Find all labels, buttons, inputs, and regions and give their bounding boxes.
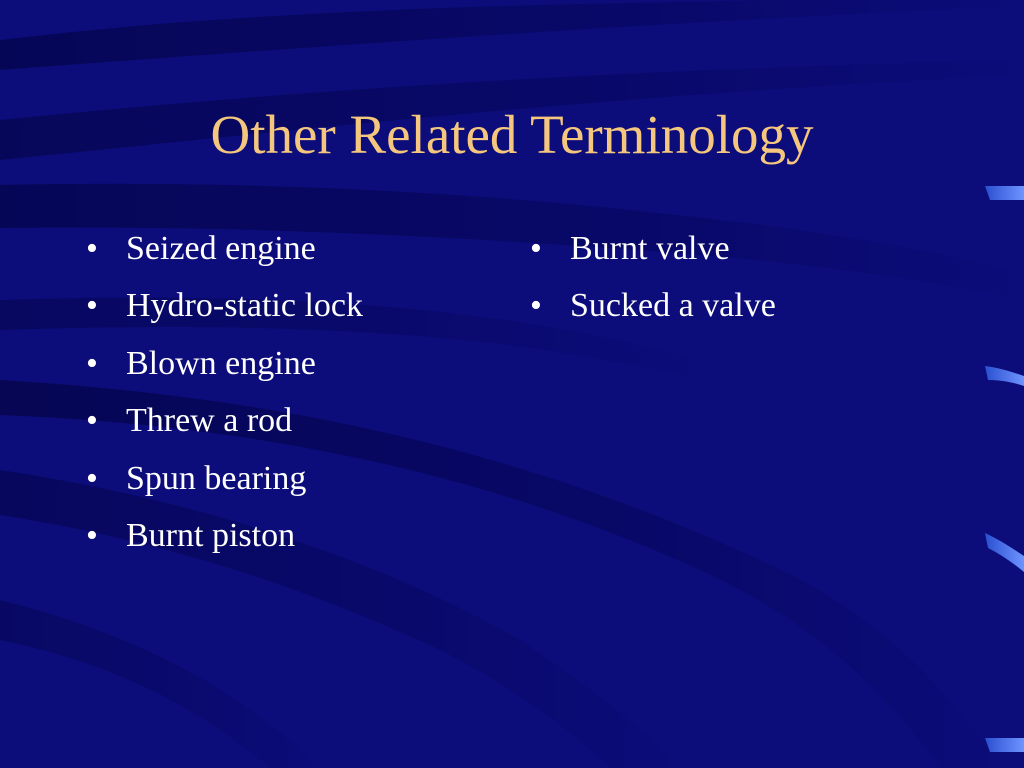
list-item-text: Spun bearing (126, 459, 307, 497)
bullet-dot: • (86, 516, 98, 554)
list-item (86, 344, 363, 384)
list-item-text: Hydro-static lock (126, 287, 363, 325)
bullet-dot: • (86, 344, 98, 382)
right-bullet-list (530, 229, 776, 344)
list-item (86, 516, 363, 556)
bullet-dot: • (86, 230, 98, 267)
list-item (530, 286, 776, 326)
list-item-text: Blown engine (126, 344, 316, 382)
list-item-text: Burnt valve (570, 230, 730, 267)
list-item (86, 459, 363, 499)
list-item (86, 401, 363, 441)
list-item (530, 229, 776, 269)
list-item-text: Burnt piston (126, 516, 296, 554)
list-item-text: Sucked a valve (570, 287, 776, 325)
list-item (86, 286, 363, 326)
bullet-dot: • (86, 287, 98, 325)
bullet-dot: • (530, 230, 542, 267)
list-item (86, 229, 363, 269)
slide-title: Other Related Terminology (210, 104, 814, 165)
list-item-text: Threw a rod (126, 402, 293, 440)
bullet-dot: • (530, 287, 542, 325)
list-item-text: Seized engine (126, 230, 316, 267)
left-bullet-list (86, 229, 363, 573)
bullet-dot: • (86, 459, 98, 497)
bullet-dot: • (86, 402, 98, 440)
